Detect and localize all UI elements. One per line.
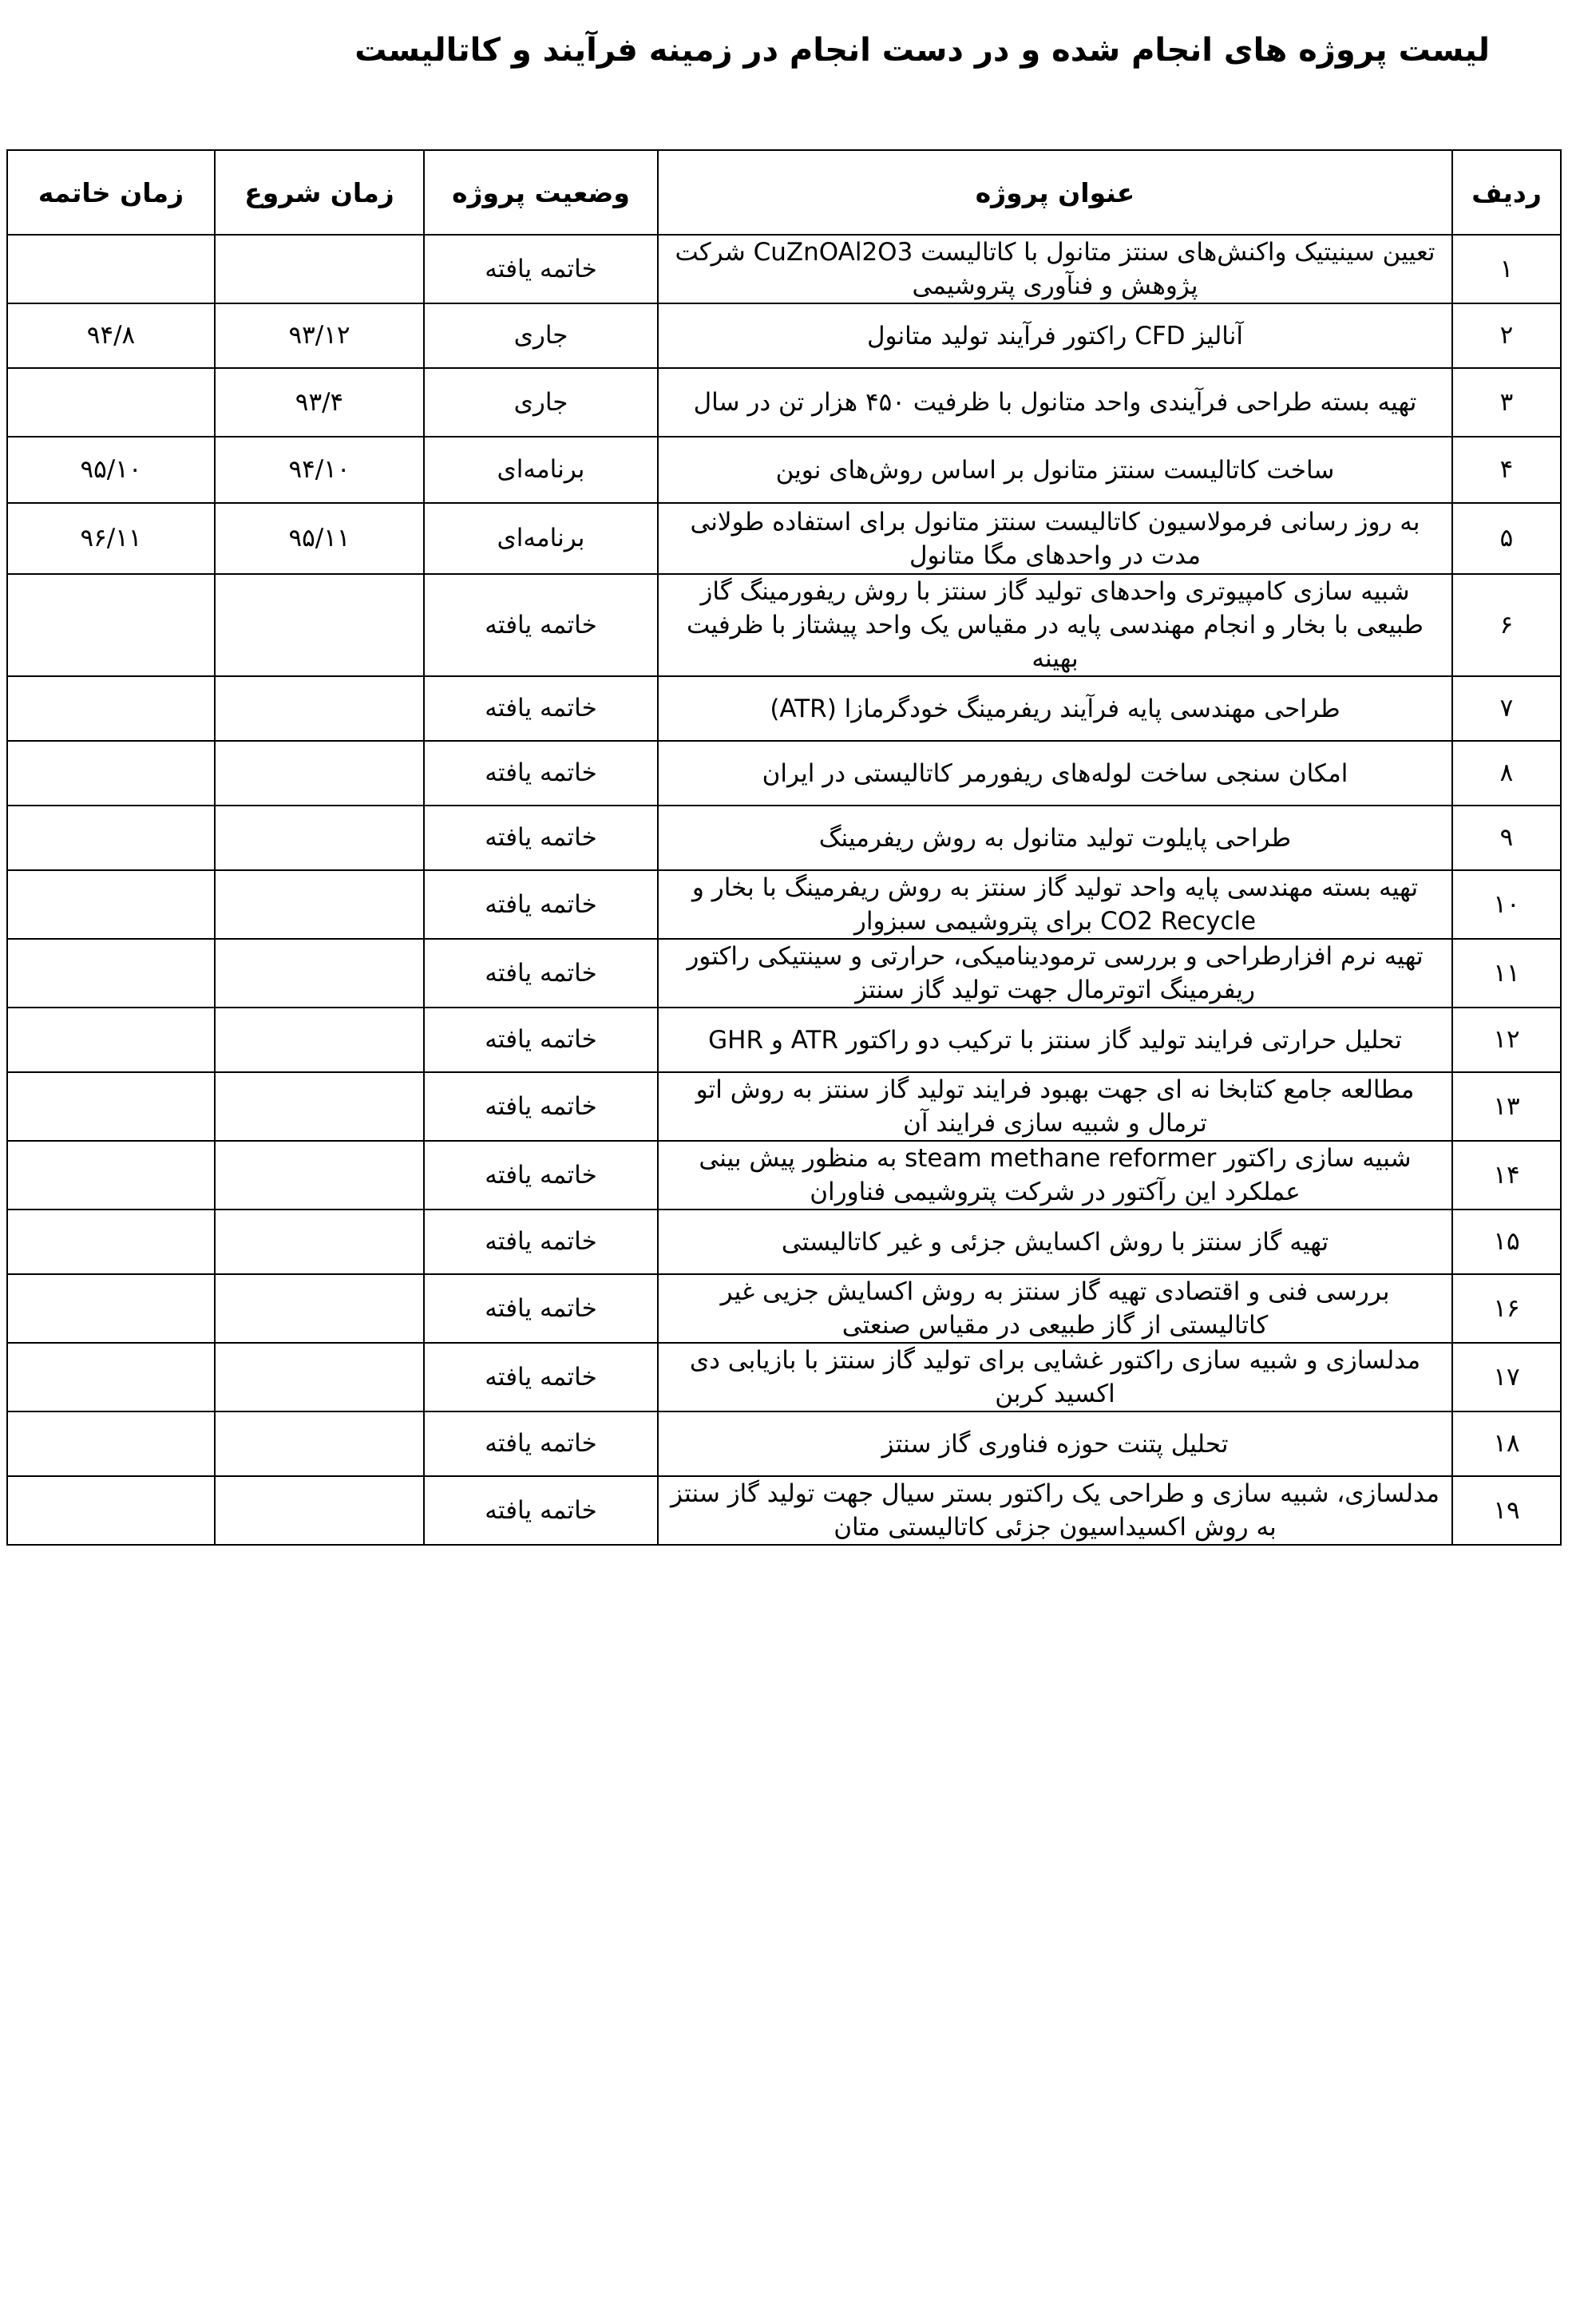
end-time (7, 235, 215, 303)
row-number: ۷ (1452, 676, 1561, 741)
end-time (7, 574, 215, 676)
row-number: ۳ (1452, 368, 1561, 437)
project-status: برنامه‌ای (424, 503, 658, 574)
row-number: ۱۷ (1452, 1343, 1561, 1411)
start-time: ۹۴/۱۰ (215, 437, 424, 503)
start-time (215, 939, 424, 1008)
row-number: ۲ (1452, 303, 1561, 368)
project-title: تهیه گاز سنتز با روش اکسایش جزئی و غیر کاتالیستی (658, 1210, 1452, 1274)
project-title: به روز رسانی فرمولاسیون کاتالیست سنتز متانول برای استفاده طولانی مدت در واحدهای مگا متانول (658, 503, 1452, 574)
project-title: تعیین سینیتیک واکنش‌های سنتز متانول با کاتالیست CuZnOAl2O3 شرکت پژوهش و فنآوری پتروشیمی (658, 235, 1452, 303)
row-number: ۱۳ (1452, 1072, 1561, 1141)
end-time: ۹۵/۱۰ (7, 437, 215, 503)
end-time (7, 1072, 215, 1141)
table-row (7, 1008, 1561, 1072)
end-time (7, 676, 215, 741)
end-time (7, 741, 215, 806)
end-time: ۹۴/۸ (7, 303, 215, 368)
row-number: ۶ (1452, 574, 1561, 676)
start-time: ۹۳/۱۲ (215, 303, 424, 368)
project-status: خاتمه یافته (424, 676, 658, 741)
project-status: خاتمه یافته (424, 1141, 658, 1210)
project-status: خاتمه یافته (424, 939, 658, 1008)
project-title: تهیه بسته مهندسی پایه واحد تولید گاز سنتز به روش ریفرمینگ با بخار و CO2 Recycle برای پتروشیمی سبزوار (658, 870, 1452, 939)
table-row (7, 1274, 1561, 1343)
start-time (215, 1343, 424, 1411)
project-status: خاتمه یافته (424, 1210, 658, 1274)
header-start-time: زمان شروع (215, 150, 424, 235)
header-project-title: عنوان پروژه (658, 150, 1452, 235)
project-title: مدلسازی، شبیه سازی و طراحی یک راکتور بستر سیال جهت تولید گاز سنتز به روش اکسیداسیون جزئی کاتالیستی متان (658, 1476, 1452, 1545)
row-number: ۱۵ (1452, 1210, 1561, 1274)
table-row (7, 1141, 1561, 1210)
projects-table (6, 149, 1562, 1546)
start-time (215, 1072, 424, 1141)
table-row (7, 1072, 1561, 1141)
project-status: خاتمه یافته (424, 574, 658, 676)
row-number: ۱ (1452, 235, 1561, 303)
header-end-time: زمان خاتمه (7, 150, 215, 235)
table-row (7, 806, 1561, 870)
table-header-row (7, 150, 1561, 235)
table-row (7, 741, 1561, 806)
project-status: خاتمه یافته (424, 870, 658, 939)
project-status: خاتمه یافته (424, 1008, 658, 1072)
project-title: مدلسازی و شبیه سازی راکتور غشایی برای تولید گاز سنتز با بازیابی دی اکسید کربن (658, 1343, 1452, 1411)
row-number: ۵ (1452, 503, 1561, 574)
project-status: خاتمه یافته (424, 806, 658, 870)
header-row-number: ردیف (1452, 150, 1561, 235)
row-number: ۱۰ (1452, 870, 1561, 939)
end-time (7, 1476, 215, 1545)
table-row (7, 1210, 1561, 1274)
header-project-status: وضعیت پروژه (424, 150, 658, 235)
start-time: ۹۳/۴ (215, 368, 424, 437)
project-status: خاتمه یافته (424, 1274, 658, 1343)
end-time (7, 1274, 215, 1343)
project-title: آنالیز CFD راکتور فرآیند تولید متانول (658, 303, 1452, 368)
table-row (7, 437, 1561, 503)
row-number: ۹ (1452, 806, 1561, 870)
end-time (7, 939, 215, 1008)
project-status: برنامه‌ای (424, 437, 658, 503)
end-time (7, 368, 215, 437)
start-time (215, 1210, 424, 1274)
project-title: تهیه نرم افزارطراحی و بررسی ترمودینامیکی، حرارتی و سینتیکی راکتور ریفرمینگ اتوترمال جهت تولید گاز سنتز (658, 939, 1452, 1008)
project-title: طراحی پایلوت تولید متانول به روش ریفرمینگ (658, 806, 1452, 870)
table-row (7, 1411, 1561, 1476)
start-time (215, 1476, 424, 1545)
end-time: ۹۶/۱۱ (7, 503, 215, 574)
start-time (215, 1008, 424, 1072)
end-time (7, 1343, 215, 1411)
project-title: تحلیل پتنت حوزه فناوری گاز سنتز (658, 1411, 1452, 1476)
row-number: ۴ (1452, 437, 1561, 503)
end-time (7, 870, 215, 939)
table-row (7, 235, 1561, 303)
project-title: امکان سنجی ساخت لوله‌های ریفورمر کاتالیستی در ایران (658, 741, 1452, 806)
table-row (7, 303, 1561, 368)
row-number: ۱۲ (1452, 1008, 1561, 1072)
project-status: خاتمه یافته (424, 741, 658, 806)
start-time (215, 1141, 424, 1210)
project-status: جاری (424, 303, 658, 368)
end-time (7, 1141, 215, 1210)
row-number: ۱۶ (1452, 1274, 1561, 1343)
project-title: شبیه سازی راکتور steam methane reformer به منظور پیش بینی عملکرد این رآکتور در شرکت پتروشیمی فناوران (658, 1141, 1452, 1210)
start-time (215, 1274, 424, 1343)
project-status: خاتمه یافته (424, 1476, 658, 1545)
project-title: طراحی مهندسی پایه فرآیند ریفرمینگ خودگرمازا (ATR) (658, 676, 1452, 741)
row-number: ۸ (1452, 741, 1561, 806)
start-time (215, 806, 424, 870)
start-time: ۹۵/۱۱ (215, 503, 424, 574)
table-row (7, 503, 1561, 574)
start-time (215, 574, 424, 676)
table-row (7, 939, 1561, 1008)
end-time (7, 1411, 215, 1476)
project-title: بررسی فنی و اقتصادی تهیه گاز سنتز به روش اکسایش جزیی غیر کاتالیستی از گاز طبیعی در مقیاس صنعتی (658, 1274, 1452, 1343)
document-title: لیست پروژه های انجام شده و در دست انجام در زمینه فرآیند و کاتالیست (354, 32, 1490, 69)
start-time (215, 741, 424, 806)
table-body (7, 235, 1561, 1545)
table-row (7, 676, 1561, 741)
table-row (7, 1343, 1561, 1411)
project-title: تحلیل حرارتی فرایند تولید گاز سنتز با ترکیب دو راکتور ATR و GHR (658, 1008, 1452, 1072)
project-title: ساخت کاتالیست سنتز متانول بر اساس روش‌های نوین (658, 437, 1452, 503)
start-time (215, 676, 424, 741)
end-time (7, 1210, 215, 1274)
project-title: تهیه بسته طراحی فرآیندی واحد متانول با ظرفیت ۴۵۰ هزار تن در سال (658, 368, 1452, 437)
project-status: خاتمه یافته (424, 235, 658, 303)
end-time (7, 1008, 215, 1072)
start-time (215, 235, 424, 303)
table-row (7, 368, 1561, 437)
project-status: خاتمه یافته (424, 1343, 658, 1411)
table-row (7, 574, 1561, 676)
end-time (7, 806, 215, 870)
project-title: مطالعه جامع کتابخا نه ای جهت بهبود فرایند تولید گاز سنتز به روش اتو ترمال و شبیه سازی فرایند آن (658, 1072, 1452, 1141)
project-title: شبیه سازی کامپیوتری واحدهای تولید گاز سنتز با روش ریفورمینگ گاز طبیعی با بخار و انجام مهندسی پایه در مقیاس یک واحد پیشتاز با ظرفیت بهینه (658, 574, 1452, 676)
project-status: جاری (424, 368, 658, 437)
row-number: ۱۹ (1452, 1476, 1561, 1545)
start-time (215, 870, 424, 939)
project-status: خاتمه یافته (424, 1411, 658, 1476)
row-number: ۱۸ (1452, 1411, 1561, 1476)
project-status: خاتمه یافته (424, 1072, 658, 1141)
table-row (7, 870, 1561, 939)
row-number: ۱۴ (1452, 1141, 1561, 1210)
table-row (7, 1476, 1561, 1545)
row-number: ۱۱ (1452, 939, 1561, 1008)
start-time (215, 1411, 424, 1476)
